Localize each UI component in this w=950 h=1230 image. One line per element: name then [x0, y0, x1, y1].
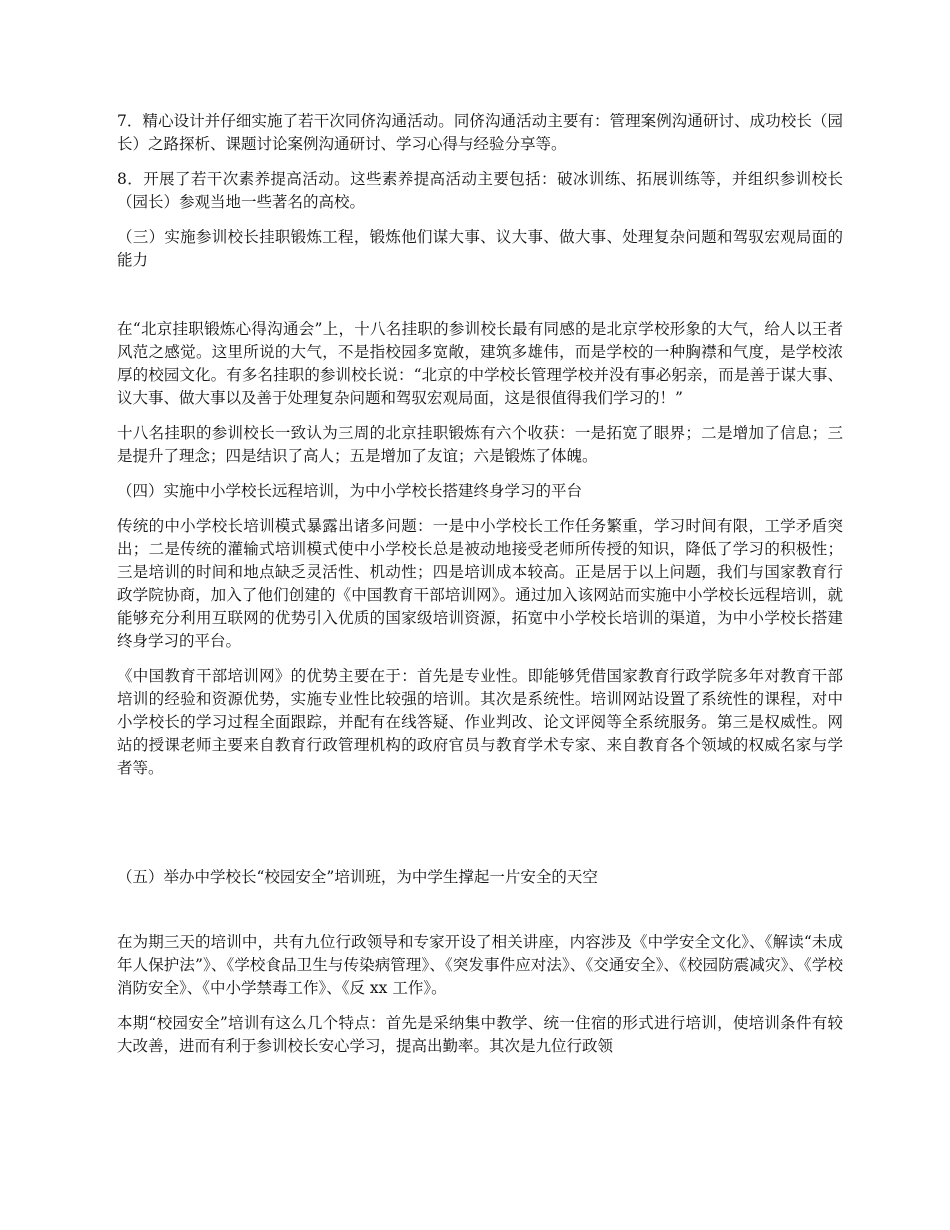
- section-heading-3: （三）实施参训校长挂职锻炼工程，锻炼他们谋大事、议大事、做大事、处理复杂问题和驾驭宏观局面的能力: [117, 228, 843, 269]
- paragraph-network-advantages: 《中国教育干部培训网》的优势主要在于：首先是专业性。即能够凭借国家教育行政学院多年对教育干部培训的经验和资源优势，实施专业性比较强的培训。其次是系统性。培训网站设置了系统性的课程，对中小学校长的学习过程全面跟踪，并配有在线答疑、作业判改、论文评阅等全系统服务。第三是权威性。网站的授课老师主要来自教育行政管理机构的政府官员与教育学术专家、来自教育各个领域的权威名家与学者等。: [117, 667, 843, 777]
- paragraph-beijing-meeting: 在“北京挂职锻炼心得沟通会”上，十八名挂职的参训校长最有同感的是北京学校形象的大气，给人以王者风范之感觉。这里所说的大气，不是指校园多宽敞，建筑多雄伟，而是学校的一种胸襟和气度，是学校浓厚的校园文化。有多名挂职的参训校长说：“北京的中学校长管理学校并没有事必躬亲，而是善于谋大事、议大事、做大事以及善于处理复杂问题和驾驭宏观局面，这是很值得我们学习的！”: [117, 320, 843, 407]
- paragraph-training-features: 本期“校园安全”培训有这么几个特点：首先是采纳集中教学、统一住宿的形式进行培训，使培训条件有较大改善，进而有利于参训校长安心学习，提高出勤率。其次是九位行政领: [117, 1014, 843, 1055]
- section-heading-4: （四）实施中小学校长远程培训，为中小学校长搭建终身学习的平台: [117, 482, 583, 500]
- paragraph-8-quality-activities: 8．开展了若干次素养提高活动。这些素养提高活动主要包括：破冰训练、拓展训练等，并组织参训校长（园长）参观当地一些著名的高校。: [117, 170, 843, 211]
- paragraph-7-peer-communication: 7．精心设计并仔细实施了若干次同侪沟通活动。同侪沟通活动主要有：管理案例沟通研讨、成功校长（园长）之路探析、课题讨论案例沟通研讨、学习心得与经验分享等。: [117, 112, 843, 153]
- paragraph-six-gains: 十八名挂职的参训校长一致认为三周的北京挂职锻炼有六个收获：一是拓宽了眼界；二是增加了信息；三是提升了理念；四是结识了高人；五是增加了友谊；六是锻炼了体魄。: [117, 424, 843, 465]
- section-heading-5: （五）举办中学校长“校园安全”培训班，为中学生撑起一片安全的天空: [117, 868, 598, 886]
- paragraph-traditional-training: 传统的中小学校长培训模式暴露出诸多问题：一是中小学校长工作任务繁重，学习时间有限，工学矛盾突出；二是传统的灌输式培训模式使中小学校长总是被动地接受老师所传授的知识，降低了学习的积极性；三是培训的时间和地点缺乏灵活性、机动性；四是培训成本较高。正是居于以上问题，我们与国家教育行政学院协商，加入了他们创建的《中国教育干部培训网》。通过加入该网站而实施中小学校长远程培训，就能够充分利用互联网的优势引入优质的国家级培训资源，拓宽中小学校长培训的渠道，为中小学校长搭建终身学习的平台。: [117, 517, 843, 650]
- paragraph-lecture-topics: 在为期三天的培训中，共有九位行政领导和专家开设了相关讲座，内容涉及《中学安全文化》、《解读“未成年人保护法”》、《学校食品卫生与传染病管理》、《突发事件应对法》、《交通安全》、《校园防震减灾》、《学校消防安全》、《中小学禁毒工作》、《反 xx 工作》。: [117, 933, 843, 997]
- blank-space: [117, 284, 843, 318]
- blank-space: [117, 792, 843, 866]
- blank-space: [117, 901, 843, 931]
- document-body: [117, 110, 843, 1070]
